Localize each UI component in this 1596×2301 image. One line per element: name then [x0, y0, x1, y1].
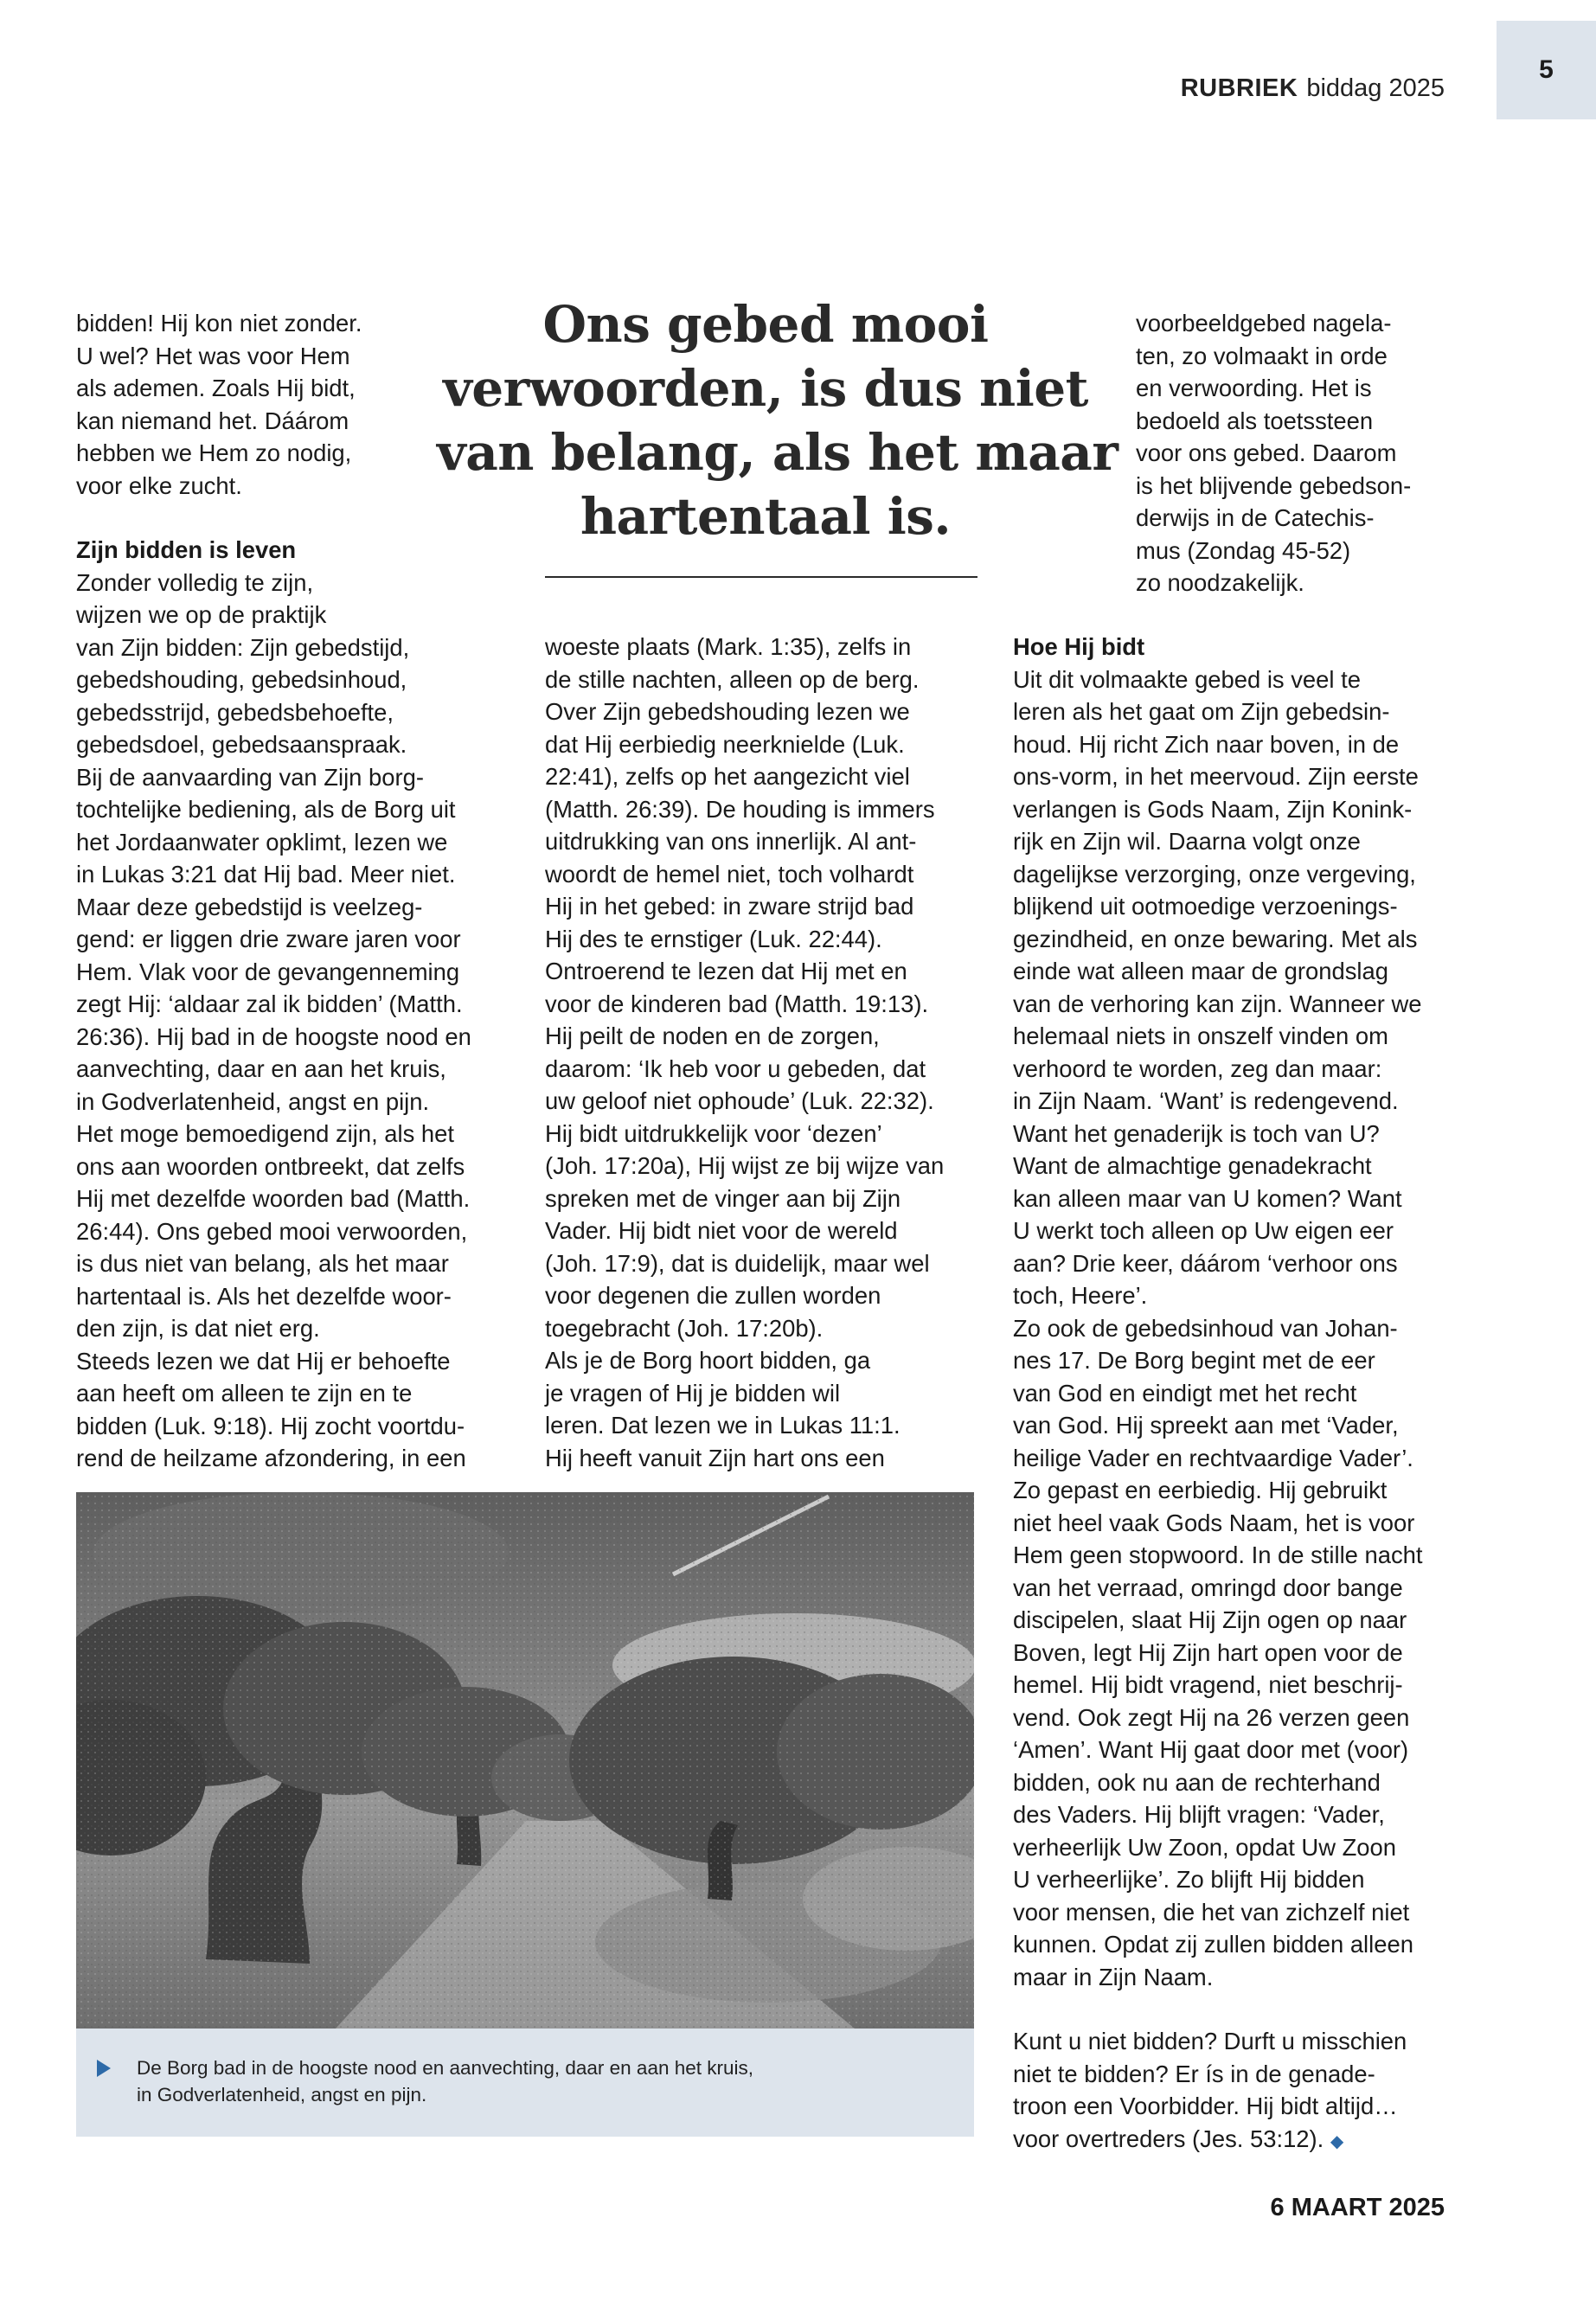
text-line: Als je de Borg hoort bidden, ga [545, 1347, 871, 1374]
text-line: dagelijkse verzorging, onze vergeving, [1013, 860, 1416, 888]
text-line: Steeds lezen we dat Hij er behoefte [76, 1347, 451, 1375]
text-line: voor mensen, die het van zichzelf niet [1013, 1898, 1410, 1926]
text-line: hebben we Hem zo nodig, [76, 439, 352, 466]
section-label: biddag 2025 [1306, 74, 1445, 102]
text-line: voor ons gebed. Daarom [1136, 439, 1397, 466]
text-line: in Lukas 3:21 dat Hij bad. Meer niet. [76, 861, 456, 888]
text-line: nes 17. De Borg begint met de eer [1013, 1347, 1375, 1374]
text-line: rend de heilzame afzondering, in een [76, 1445, 466, 1471]
text-line: voor elke zucht. [76, 471, 242, 499]
text-line: Het moge bemoedigend zijn, als het [76, 1120, 454, 1147]
text-line: U werkt toch alleen op Uw eigen eer [1013, 1217, 1394, 1244]
text-line: De Borg bad in de hoogste nood en aanvechting, daar en aan het kruis, [137, 2057, 754, 2079]
text-line: bedoeld als toetssteen [1136, 407, 1374, 434]
text-line: ons aan woorden ontbreekt, dat zelfs [76, 1152, 465, 1180]
text-line: gebedshouding, gebedsinhoud, [76, 666, 407, 693]
text-line: den zijn, is dat niet erg. [76, 1315, 320, 1342]
text-line: aan heeft om alleen te zijn en te [76, 1380, 413, 1407]
text-line: (Joh. 17:20a), Hij wijst ze bij wijze van [545, 1152, 945, 1179]
end-diamond-icon: ◆ [1330, 2131, 1344, 2151]
text-line: helemaal niets in onszelf vinden om [1013, 1022, 1388, 1049]
text-line: verhoord te worden, zeg dan maar: [1013, 1054, 1382, 1082]
text-line: is het blijvende gebedson- [1136, 471, 1412, 499]
text-line: als ademen. Zoals Hij bidt, [76, 375, 356, 401]
text-line: rijk en Zijn wil. Daarna volgt onze [1013, 828, 1361, 855]
text-line: je vragen of Hij je bidden wil [545, 1379, 841, 1407]
col3-last-line [1013, 2123, 1423, 2159]
text-line: vend. Ook zegt Hij na 26 verzen geen [1013, 1703, 1410, 1731]
text-line: Bij de aanvaarding van Zijn borg- [76, 763, 424, 791]
text-line: zo noodzakelijk. [1136, 569, 1304, 596]
text-line: en verwoording. Het is [1136, 375, 1372, 401]
text-line: einde wat alleen maar de grondslag [1013, 958, 1388, 984]
text-line: gezindheid, en onze bewaring. Met als [1013, 925, 1418, 952]
text-line: mus (Zondag 45-52) [1136, 536, 1351, 564]
caption-arrow-icon [97, 2060, 111, 2077]
text-line: zegt Hij: ‘aldaar zal ik bidden’ (Matth. [76, 990, 463, 1017]
text-line: ten, zo volmaakt in orde [1136, 342, 1388, 369]
text-line: niet heel vaak Gods Naam, het is voor [1013, 1509, 1415, 1536]
text-line: maar in Zijn Naam. [1013, 1963, 1214, 1990]
text-line: Want het genaderijk is toch van U? [1013, 1119, 1380, 1147]
text-line: uw geloof niet ophoude’ (Luk. 22:32). [545, 1087, 934, 1114]
pull-quote-rule [545, 576, 977, 578]
text-line: hartentaal is. [580, 487, 952, 546]
text-line: Ons gebed mooi [542, 295, 989, 354]
running-head [1181, 74, 1445, 103]
text-line: woordt de hemel niet, toch volhardt [545, 860, 914, 888]
col3-paragraph-top [1136, 307, 1411, 599]
text-line: voorbeeldgebed nagela- [1136, 310, 1392, 336]
text-line: in Godverlatenheid, angst en pijn. [137, 2084, 427, 2106]
text-line: aanvechting, daar en aan het kruis, [76, 1055, 446, 1082]
text-line: Boven, legt Hij Zijn hart open voor de [1013, 1638, 1403, 1666]
text-line: kunnen. Opdat zij zullen bidden alleen [1013, 1931, 1413, 1958]
text-line: 26:36). Hij bad in de hoogste nood en [76, 1022, 471, 1050]
col1-paragraph-b [76, 567, 471, 1475]
text-line: houd. Hij richt Zich naar boven, in de [1013, 730, 1400, 758]
text-line: Hij heeft vanuit Zijn hart ons een [545, 1444, 885, 1471]
text-line: bidden, ook nu aan de rechterhand [1013, 1768, 1381, 1796]
col1-paragraph-a [76, 307, 471, 502]
article-column-2 [545, 631, 944, 1474]
subheading-hoe-hij-bidt: Hoe Hij bidt [1013, 633, 1145, 660]
text-line: heilige Vader en rechtvaardige Vader’. [1013, 1444, 1413, 1471]
text-line: Maar deze gebedstijd is veelzeg- [76, 893, 423, 920]
text-line: leren. Dat lezen we in Lukas 11:1. [545, 1412, 901, 1439]
olive-grove-photo [76, 1492, 974, 2029]
text-line: dat Hij eerbiedig neerknielde (Luk. [545, 730, 905, 758]
text-line: niet te bidden? Er ís in de genade- [1013, 2060, 1375, 2087]
text-line: (Matth. 26:39). De houding is immers [545, 795, 935, 823]
text-line: het Jordaanwater opklimt, lezen we [76, 828, 448, 856]
text-line: Hij des te ernstiger (Luk. 22:44). [545, 925, 882, 952]
text-line: 26:44). Ons gebed mooi verwoorden, [76, 1217, 468, 1245]
text-line: Uit dit volmaakte gebed is veel te [1013, 665, 1361, 693]
photo-caption-box [76, 2029, 974, 2137]
text-line: U verheerlijke’. Zo blijft Hij bidden [1013, 1866, 1365, 1893]
text-line: daarom: ‘Ik heb voor u gebeden, dat [545, 1054, 926, 1082]
text-line: van de verhoring kan zijn. Wanneer we [1013, 990, 1422, 1017]
page-number: 5 [1539, 55, 1554, 84]
text-line: tochtelijke bediening, als de Borg uit [76, 796, 456, 823]
text-line: 22:41), zelfs op het aangezicht viel [545, 763, 910, 790]
article-column-1 [76, 307, 471, 1475]
text-line: gebedsdoel, gebedsaanspraak. [76, 731, 407, 758]
text-line: van God en eindigt met het recht [1013, 1379, 1357, 1407]
text-line: aan? Drie keer, dáárom ‘verhoor ons [1013, 1249, 1398, 1277]
pull-quote [437, 292, 1118, 548]
text-line: troon een Voorbidder. Hij bidt altijd… [1013, 2093, 1398, 2119]
text-line: ons-vorm, in het meervoud. Zijn eerste [1013, 763, 1419, 790]
text-line: van God. Hij spreekt aan met ‘Vader, [1013, 1412, 1399, 1439]
col3-paragraph-end [1013, 2025, 1423, 2123]
text-line: kan niemand het. Dáárom [76, 407, 349, 434]
text-line: des Vaders. Hij blijft vragen: ‘Vader, [1013, 1801, 1385, 1828]
text-line: Hij peilt de noden en de zorgen, [545, 1022, 880, 1049]
article-column-3 [1013, 631, 1423, 2158]
text-line: gend: er liggen drie zware jaren voor [76, 926, 461, 952]
text-line: voor de kinderen bad (Matth. 19:13). [545, 990, 929, 1017]
text-line: wijzen we op de praktijk [76, 601, 327, 628]
text-line: Over Zijn gebedshouding lezen we [545, 698, 910, 725]
text-line: spreken met de vinger aan bij Zijn [545, 1184, 901, 1212]
text-line: uitdrukking van ons innerlijk. Al ant- [545, 828, 917, 855]
text-line: Zo ook de gebedsinhoud van Johan- [1013, 1314, 1398, 1342]
text-line: bidden (Luk. 9:18). Hij zocht voortdu- [76, 1412, 465, 1439]
text-line: hemel. Hij bidt vragend, niet beschrij- [1013, 1671, 1403, 1698]
text-line: toch, Heere’. [1013, 1282, 1148, 1309]
text-line: verheerlijk Uw Zoon, opdat Uw Zoon [1013, 1833, 1397, 1861]
last-line-text: voor overtreders (Jes. 53:12). [1013, 2125, 1324, 2152]
text-line: Vader. Hij bidt niet voor de wereld [545, 1217, 898, 1244]
text-line: Hij bidt uitdrukkelijk voor ‘dezen’ [545, 1119, 882, 1147]
text-line: in Zijn Naam. ‘Want’ is redengevend. [1013, 1087, 1399, 1114]
article-column-3-top [1136, 307, 1411, 599]
text-line: van Zijn bidden: Zijn gebedstijd, [76, 633, 410, 661]
text-line: discipelen, slaat Hij Zijn ogen op naar [1013, 1606, 1407, 1633]
text-line: Want de almachtige genadekracht [1013, 1152, 1372, 1179]
text-line: leren als het gaat om Zijn gebedsin- [1013, 698, 1390, 725]
text-line: U wel? Het was voor Hem [76, 342, 350, 369]
text-line: kan alleen maar van U komen? Want [1013, 1184, 1402, 1212]
text-line: voor degenen die zullen worden [545, 1282, 881, 1309]
text-line: verlangen is Gods Naam, Zijn Konink- [1013, 795, 1413, 823]
text-line: Kunt u niet bidden? Durft u misschien [1013, 2028, 1407, 2054]
text-line: Zonder volledig te zijn, [76, 568, 314, 596]
photo-caption [137, 2054, 753, 2108]
text-line: van belang, als het maar [437, 423, 1118, 482]
text-line: woeste plaats (Mark. 1:35), zelfs in [545, 633, 912, 660]
text-line: hartentaal is. Als het dezelfde woor- [76, 1282, 452, 1310]
text-line: van het verraad, omringd door bange [1013, 1574, 1403, 1601]
text-line: Zo gepast en eerbiedig. Hij gebruikt [1013, 1477, 1388, 1503]
text-line: bidden! Hij kon niet zonder. [76, 310, 362, 336]
text-line: toegebracht (Joh. 17:20b). [545, 1314, 824, 1342]
col3-paragraph-main [1013, 663, 1423, 1994]
subheading-zijn-bidden: Zijn bidden is leven [76, 536, 297, 563]
text-line: derwijs in de Catechis- [1136, 504, 1375, 531]
text-line: blijkend uit ootmoedige verzoenings- [1013, 893, 1398, 920]
rubriek-label: RUBRIEK [1180, 74, 1298, 102]
text-line: de stille nachten, alleen op de berg. [545, 665, 920, 693]
text-line: Hem. Vlak voor de gevangenneming [76, 958, 460, 985]
text-line: (Joh. 17:9), dat is duidelijk, maar wel [545, 1249, 930, 1277]
issue-date: 6 MAART 2025 [1270, 2194, 1445, 2221]
text-line: Hij in het gebed: in zware strijd bad [545, 893, 914, 920]
text-line: gebedsstrijd, gebedsbehoefte, [76, 698, 394, 726]
text-line: ‘Amen’. Want Hij gaat door met (voor) [1013, 1736, 1409, 1763]
text-line: verwoorden, is dus niet [443, 359, 1088, 418]
text-line: is dus niet van belang, als het maar [76, 1250, 449, 1277]
text-line: Ontroerend te lezen dat Hij met en [545, 958, 907, 984]
col2-paragraph [545, 631, 944, 1474]
text-line: Hij met dezelfde woorden bad (Matth. [76, 1185, 471, 1212]
text-line: in Godverlatenheid, angst en pijn. [76, 1087, 430, 1115]
text-line: Hem geen stopwoord. In de stille nacht [1013, 1541, 1423, 1568]
